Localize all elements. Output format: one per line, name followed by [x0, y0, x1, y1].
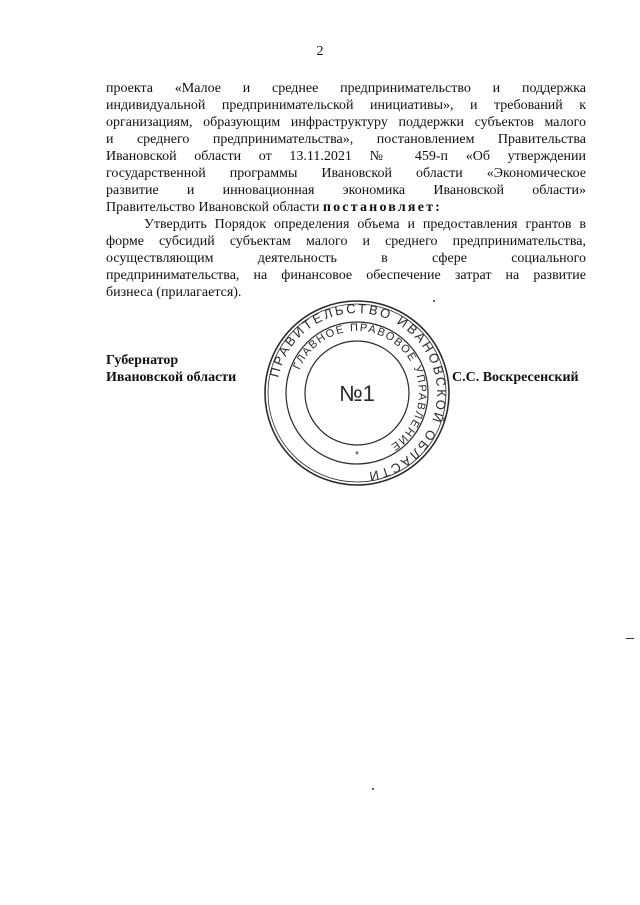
- paragraph-last-line: [106, 199, 586, 216]
- scan-speck: [626, 638, 634, 639]
- stamp-star-icon: *: [355, 450, 359, 461]
- scan-speck: [433, 300, 435, 302]
- paragraph-line: и среднего предпринимательства», постановлением Правительства: [106, 132, 586, 147]
- signer-title: [106, 352, 236, 386]
- paragraph-line: осуществляющим деятельность в сфере социального: [106, 251, 586, 266]
- signer-name: С.С. Воскресенский: [452, 370, 579, 385]
- signer-title-line-2: Ивановской области: [106, 370, 237, 385]
- scan-speck: [372, 788, 374, 790]
- paragraph-line: предпринимательства, на финансовое обеспечение затрат на развитие: [106, 268, 586, 283]
- stamp-inner-text: ГЛАВНОЕ ПРАВОВОЕ УПРАВЛЕНИЕ: [291, 321, 429, 454]
- paragraph-line: форме субсидий субъектам малого и среднего предпринимательства,: [106, 234, 586, 249]
- paragraph-line: Ивановской области от 13.11.2021 № 459-п «Об утверждении: [106, 149, 586, 164]
- government-name: Правительство Ивановской области: [106, 200, 320, 215]
- signer-title-line-1: Губернатор: [106, 353, 179, 368]
- page-number: 2: [316, 44, 324, 59]
- paragraph-line: проекта «Малое и среднее предпринимательство и поддержка: [106, 81, 586, 96]
- official-stamp: [262, 298, 452, 488]
- stamp-number: №1: [339, 381, 375, 406]
- stamp-outer-text: ПРАВИТЕЛЬСТВО ИВАНОВСКОЙ ОБЛАСТИ: [266, 300, 450, 485]
- paragraph-line: организациям, образующим инфраструктуру поддержки субъектов малого: [106, 115, 586, 130]
- paragraph-line: индивидуальной предпринимательской инициативы», и требований к: [106, 98, 586, 113]
- paragraph-line: Утвердить Порядок определения объема и предоставления грантов в: [144, 217, 586, 232]
- paragraph-line: бизнеса (прилагается).: [106, 285, 242, 300]
- decree-word: постановляет:: [322, 200, 443, 215]
- paragraph-line: развитие и инновационная экономика Ивановской области»: [106, 183, 586, 198]
- paragraph-line: государственной программы Ивановской области «Экономическое: [106, 166, 586, 181]
